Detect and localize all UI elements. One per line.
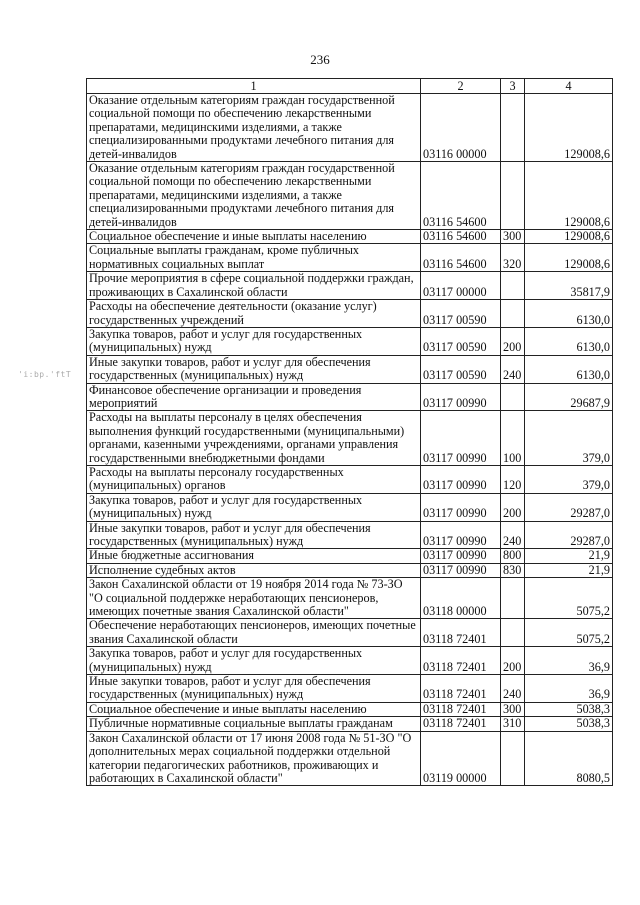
row-name: Оказание отдельным категориям граждан государственной социальной помощи по обеспечению лекарственными препаратами, медицинскими изделиями, а также специализированными продуктами лечебного питания для детей-инвалидов <box>87 94 421 162</box>
row-name: Обеспечение неработающих пенсионеров, имеющих почетные звания Сахалинской области <box>87 619 421 647</box>
row-name: Расходы на выплаты персоналу государственных (муниципальных) органов <box>87 465 421 493</box>
row-amount: 129008,6 <box>525 244 613 272</box>
table-row <box>87 465 613 493</box>
header-row <box>87 79 613 94</box>
row-name: Закупка товаров, работ и услуг для государственных (муниципальных) нужд <box>87 327 421 355</box>
row-name: Закупка товаров, работ и услуг для государственных (муниципальных) нужд <box>87 493 421 521</box>
row-amount: 129008,6 <box>525 162 613 230</box>
table-row <box>87 411 613 466</box>
row-type <box>501 619 525 647</box>
row-code: 03117 00990 <box>421 563 501 577</box>
row-code: 03116 54600 <box>421 244 501 272</box>
row-name: Социальное обеспечение и иные выплаты населению <box>87 702 421 716</box>
table-row <box>87 675 613 703</box>
row-code: 03118 72401 <box>421 675 501 703</box>
row-code: 03116 00000 <box>421 94 501 162</box>
table-row <box>87 300 613 328</box>
row-type: 310 <box>501 717 525 731</box>
row-amount: 29287,0 <box>525 521 613 549</box>
row-type: 200 <box>501 327 525 355</box>
row-name: Расходы на обеспечение деятельности (оказание услуг) государственных учреждений <box>87 300 421 328</box>
table-row <box>87 327 613 355</box>
row-code: 03118 72401 <box>421 717 501 731</box>
table-row <box>87 521 613 549</box>
row-type <box>501 578 525 619</box>
row-type: 200 <box>501 647 525 675</box>
table-row <box>87 731 613 786</box>
row-code: 03117 00990 <box>421 383 501 411</box>
table-header <box>87 79 613 94</box>
table-row <box>87 230 613 244</box>
row-code: 03117 00000 <box>421 272 501 300</box>
row-type: 120 <box>501 465 525 493</box>
row-type: 320 <box>501 244 525 272</box>
row-code: 03118 00000 <box>421 578 501 619</box>
row-code: 03116 54600 <box>421 230 501 244</box>
row-name: Иные бюджетные ассигнования <box>87 549 421 563</box>
row-name: Иные закупки товаров, работ и услуг для обеспечения государственных (муниципальных) нужд <box>87 675 421 703</box>
table-body <box>87 94 613 786</box>
row-amount: 35817,9 <box>525 272 613 300</box>
row-name: Исполнение судебных актов <box>87 563 421 577</box>
row-code: 03117 00990 <box>421 411 501 466</box>
row-amount: 6130,0 <box>525 327 613 355</box>
row-name: Иные закупки товаров, работ и услуг для обеспечения государственных (муниципальных) нужд <box>87 521 421 549</box>
row-amount: 379,0 <box>525 465 613 493</box>
row-type: 200 <box>501 493 525 521</box>
table-row <box>87 619 613 647</box>
header-col-4: 4 <box>525 79 613 94</box>
row-name: Закон Сахалинской области от 17 июня 2008 года № 51-ЗО "О дополнительных мерах социальной поддержки отдельной категории педагогических работников, проживающих и работающих в Сахалинской области" <box>87 731 421 786</box>
row-type <box>501 383 525 411</box>
row-amount: 36,9 <box>525 647 613 675</box>
table-row <box>87 162 613 230</box>
row-amount: 21,9 <box>525 549 613 563</box>
table-row <box>87 647 613 675</box>
row-amount: 5075,2 <box>525 619 613 647</box>
row-amount: 5038,3 <box>525 702 613 716</box>
row-amount: 29687,9 <box>525 383 613 411</box>
table-row <box>87 272 613 300</box>
table-row <box>87 244 613 272</box>
row-type: 300 <box>501 230 525 244</box>
row-amount: 5038,3 <box>525 717 613 731</box>
margin-note: 'i:bp.'ftT <box>18 370 72 379</box>
row-name: Прочие мероприятия в сфере социальной поддержки граждан, проживающих в Сахалинской области <box>87 272 421 300</box>
table-row <box>87 383 613 411</box>
row-name: Социальное обеспечение и иные выплаты населению <box>87 230 421 244</box>
budget-table <box>86 78 613 786</box>
page-number: 236 <box>310 52 330 67</box>
table-row <box>87 493 613 521</box>
table-row <box>87 549 613 563</box>
header-col-3: 3 <box>501 79 525 94</box>
row-type <box>501 731 525 786</box>
row-code: 03117 00990 <box>421 521 501 549</box>
row-amount: 129008,6 <box>525 230 613 244</box>
row-code: 03117 00590 <box>421 327 501 355</box>
row-code: 03117 00990 <box>421 493 501 521</box>
row-type: 830 <box>501 563 525 577</box>
row-name: Финансовое обеспечение организации и проведения мероприятий <box>87 383 421 411</box>
row-code: 03118 72401 <box>421 702 501 716</box>
row-code: 03118 72401 <box>421 619 501 647</box>
row-amount: 379,0 <box>525 411 613 466</box>
row-code: 03119 00000 <box>421 731 501 786</box>
row-type: 300 <box>501 702 525 716</box>
row-name: Публичные нормативные социальные выплаты гражданам <box>87 717 421 731</box>
row-type: 800 <box>501 549 525 563</box>
row-name: Закупка товаров, работ и услуг для государственных (муниципальных) нужд <box>87 647 421 675</box>
row-amount: 29287,0 <box>525 493 613 521</box>
row-amount: 129008,6 <box>525 94 613 162</box>
row-amount: 8080,5 <box>525 731 613 786</box>
table-row <box>87 563 613 577</box>
row-amount: 6130,0 <box>525 355 613 383</box>
row-code: 03118 72401 <box>421 647 501 675</box>
row-amount: 36,9 <box>525 675 613 703</box>
row-type: 240 <box>501 675 525 703</box>
row-name: Иные закупки товаров, работ и услуг для обеспечения государственных (муниципальных) нужд <box>87 355 421 383</box>
row-name: Расходы на выплаты персоналу в целях обеспечения выполнения функций государственными (муниципальными) органами, казенными учреждениями, органами управления государственными внебюджетными фондами <box>87 411 421 466</box>
table-row <box>87 717 613 731</box>
row-name: Социальные выплаты гражданам, кроме публичных нормативных социальных выплат <box>87 244 421 272</box>
table-row <box>87 355 613 383</box>
row-code: 03117 00990 <box>421 549 501 563</box>
row-code: 03117 00590 <box>421 300 501 328</box>
row-code: 03117 00990 <box>421 465 501 493</box>
row-type <box>501 300 525 328</box>
row-type: 240 <box>501 355 525 383</box>
row-type <box>501 94 525 162</box>
row-type <box>501 162 525 230</box>
row-amount: 5075,2 <box>525 578 613 619</box>
header-col-1: 1 <box>87 79 421 94</box>
table-row <box>87 702 613 716</box>
row-type <box>501 272 525 300</box>
row-name: Закон Сахалинской области от 19 ноября 2014 года № 73-ЗО "О социальной поддержке неработающих пенсионеров, имеющих почетные звания Сахалинской области" <box>87 578 421 619</box>
table-row <box>87 94 613 162</box>
table-row <box>87 578 613 619</box>
row-amount: 6130,0 <box>525 300 613 328</box>
row-amount: 21,9 <box>525 563 613 577</box>
row-code: 03116 54600 <box>421 162 501 230</box>
row-name: Оказание отдельным категориям граждан государственной социальной помощи по обеспечению лекарственными препаратами, медицинскими изделиями, а также специализированными продуктами лечебного питания для детей-инвалидов <box>87 162 421 230</box>
row-type: 100 <box>501 411 525 466</box>
row-type: 240 <box>501 521 525 549</box>
header-col-2: 2 <box>421 79 501 94</box>
row-code: 03117 00590 <box>421 355 501 383</box>
